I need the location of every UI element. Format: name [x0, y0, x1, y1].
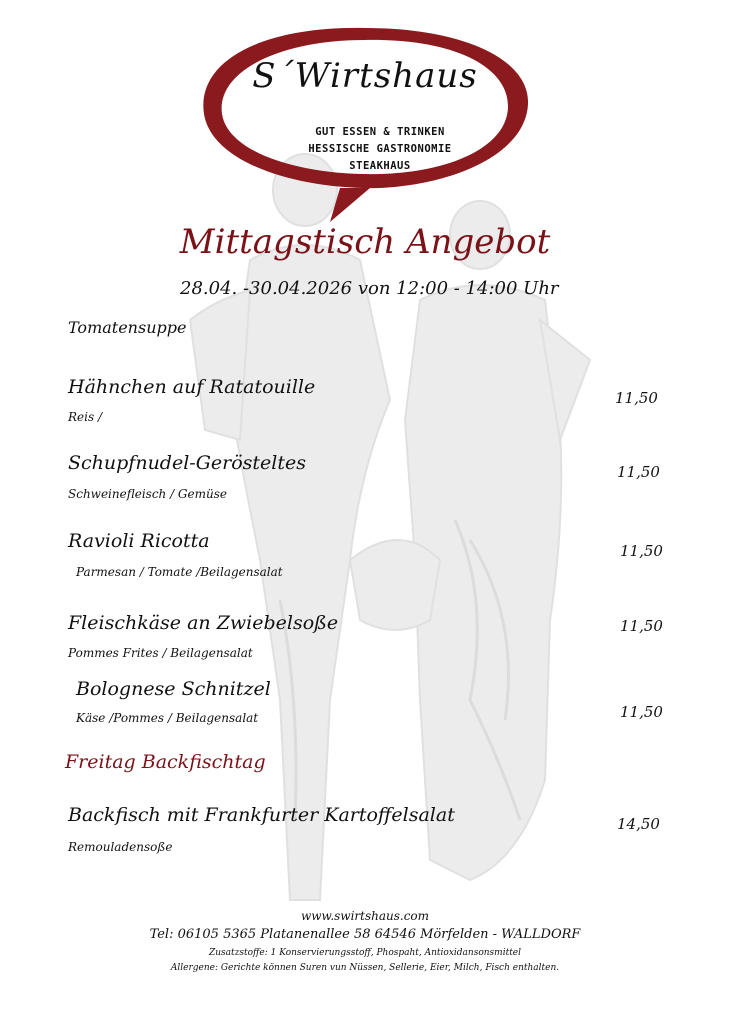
- offer-date-range: 28.04. -30.04.2026 von 12:00 - 14:00 Uhr: [180, 278, 559, 299]
- website-link[interactable]: www.swirtshaus.com: [300, 909, 430, 923]
- dish-name: Fleischkäse an Zwiebelsoße: [68, 612, 339, 634]
- menu-headline: Mittagstisch Angebot: [179, 222, 551, 262]
- logo-tagline-1: GUT ESSEN & TRINKEN: [315, 126, 445, 138]
- dish-price: 11,50: [617, 463, 660, 481]
- dish-name: Backfisch mit Frankfurter Kartoffelsalat: [68, 804, 455, 826]
- logo-tagline-2: HESSISCHE GASTRONOMIE: [308, 143, 452, 155]
- contact-address: Tel: 06105 5365 Platanenallee 58 64546 Mörfelden - WALLDORF: [149, 927, 581, 942]
- dish-name: Bolognese Schnitzel: [76, 678, 271, 700]
- dish-description: Pommes Frites / Beilagensalat: [68, 646, 253, 660]
- dish-description: Reis /: [68, 410, 102, 424]
- dish-price: 11,50: [620, 703, 663, 721]
- dish-description: Remouladensoße: [68, 840, 173, 854]
- friday-fish-day-heading: Freitag Backfischtag: [65, 751, 266, 773]
- dish-description: Parmesan / Tomate /Beilagensalat: [76, 565, 283, 579]
- logo-tagline-3: STEAKHAUS: [349, 160, 411, 172]
- allergens-note: Allergene: Gerichte können Suren vun Nüssen, Sellerie, Eier, Milch, Fisch enthalten.: [170, 963, 560, 973]
- soup-of-the-day: Tomatensuppe: [68, 318, 187, 337]
- dish-name: Schupfnudel-Gerösteltes: [68, 452, 306, 474]
- dish-name: Ravioli Ricotta: [68, 530, 210, 552]
- dish-price: 11,50: [615, 389, 658, 407]
- dish-price: 11,50: [620, 617, 663, 635]
- dish-description: Käse /Pommes / Beilagensalat: [76, 711, 259, 725]
- dish-price: 14,50: [617, 815, 660, 833]
- additives-note: Zusatzstoffe: 1 Konservierungsstoff, Phospaht, Antioxidansonsmittel: [208, 948, 522, 958]
- dish-price: 11,50: [620, 542, 663, 560]
- dish-description: Schweinefleisch / Gemüse: [68, 487, 227, 501]
- logo-restaurant-name: S´Wirtshaus: [252, 56, 478, 96]
- dish-name: Hähnchen auf Ratatouille: [68, 376, 316, 398]
